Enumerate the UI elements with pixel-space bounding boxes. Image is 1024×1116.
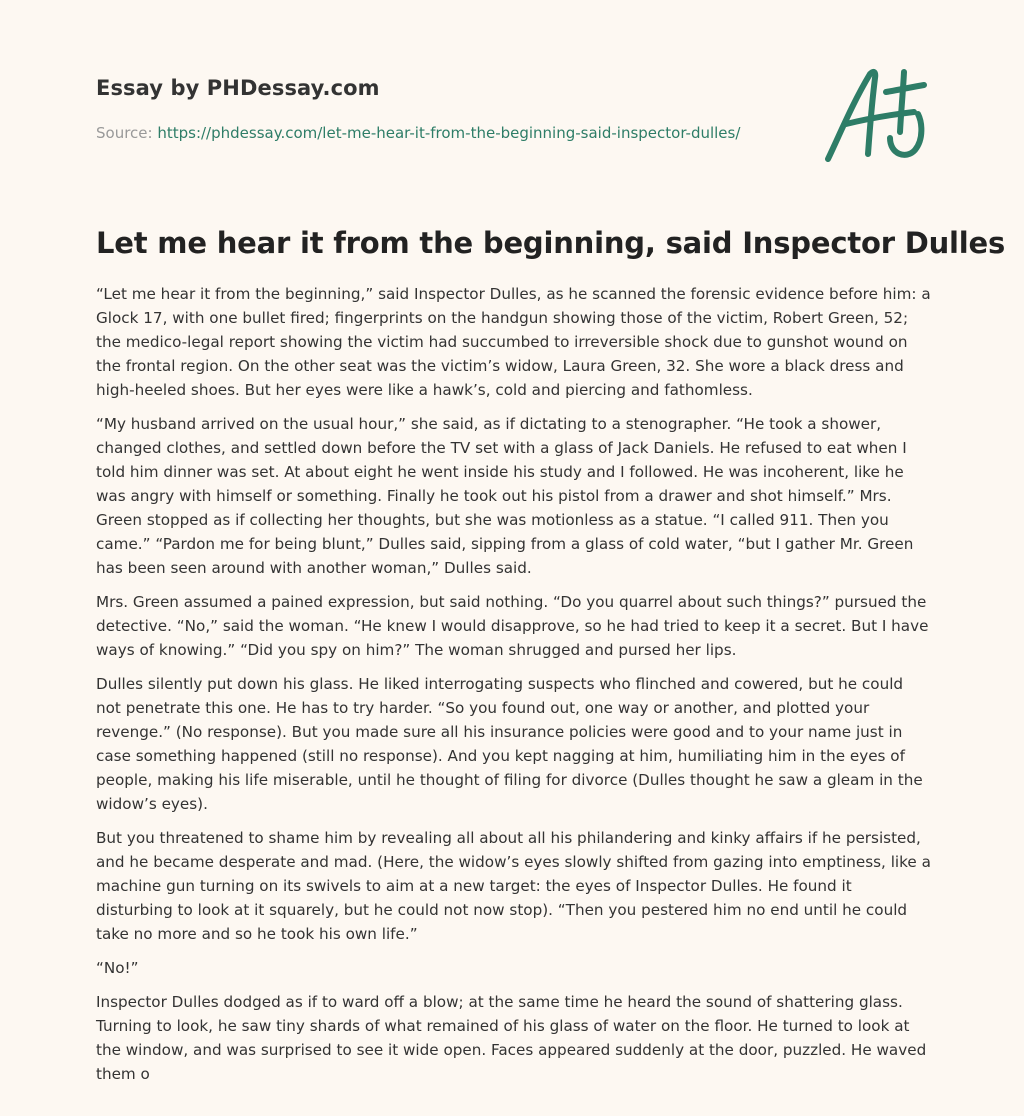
- essay-paragraph: But you threatened to shame him by revealing all about all his philandering and kinky affairs if he persisted, and he became desperate and mad. (Here, the widow’s eyes slowly shifted from gazing into emptiness, like a machine gun turning on its swivels to aim at a new target: the eyes of Inspector Dulles. He found it disturbing to look at it squarely, but he could not now stop). “Then you pestered him no end until he could take no more and so he took his own life.”: [96, 829, 931, 943]
- essay-paragraph: “My husband arrived on the usual hour,” she said, as if dictating to a stenographer. “He took a shower, changed clothes, and settled down before the TV set with a glass of Jack Daniels. He refused to eat when I told him dinner was set. At about eight he went inside his study and I followed. He was incoherent, like he was angry with himself or something. Finally he took out his pistol from a drawer and shot himself.” Mrs. Green stopped as if collecting her thoughts, but she was motionless as a statue. “I called 911. Then you came.” “Pardon me for being blunt,” Dulles said, sipping from a glass of cold water, “but I gather Mr. Green has been seen around with another woman,” Dulles said.: [96, 415, 914, 577]
- source-link[interactable]: https://phdessay.com/let-me-hear-it-from-the-beginning-said-inspector-dulles/: [157, 124, 741, 142]
- essay-paragraph: “Let me hear it from the beginning,” said Inspector Dulles, as he scanned the forensic evidence before him: a Glock 17, with one bullet fired; fingerprints on the handgun showing those of the victim, Robert Green, 52; the medico-legal report showing the victim had succumbed to irreversible shock due to gunshot wound on the frontal region. On the other seat was the victim’s widow, Laura Green, 32. She wore a black dress and high-heeled shoes. But her eyes were like a hawk’s, cold and piercing and fathomless.: [96, 285, 931, 399]
- site-brand: Essay by PHDessay.com: [96, 76, 380, 100]
- essay-paragraph: “No!”: [96, 959, 139, 977]
- source-line: [96, 124, 740, 142]
- essay-title: Let me hear it from the beginning, said Inspector Dulles: [96, 226, 1006, 260]
- essay-paragraph: Dulles silently put down his glass. He liked interrogating suspects who flinched and cowered, but he could not penetrate this one. He has to try harder. “So you found out, one way or another, and plotted your revenge.” (No response). But you made sure all his insurance policies were good and to your name just in case something happened (still no response). And you kept nagging at him, humiliating him in the eyes of people, making his life miserable, until he thought of filing for divorce (Dulles thought he saw a gleam in the widow’s eyes).: [96, 675, 923, 813]
- essay-paragraph: Mrs. Green assumed a pained expression, but said nothing. “Do you quarrel about such things?” pursued the detective. “No,” said the woman. “He knew I would disapprove, so he had tried to keep it a secret. But I have ways of knowing.” “Did you spy on him?” The woman shrugged and pursed her lips.: [96, 593, 929, 659]
- essay-paragraph: Inspector Dulles dodged as if to ward off a blow; at the same time he heard the sound of shattering glass. Turning to look, he saw tiny shards of what remained of his glass of water on the floor. He turned to look at the window, and was surprised to see it wide open. Faces appeared suddenly at the door, puzzled. He waved them o: [96, 993, 927, 1083]
- source-label: Source:: [96, 124, 158, 142]
- a-plus-grade-icon: [818, 62, 936, 170]
- essay-body: [96, 282, 932, 1096]
